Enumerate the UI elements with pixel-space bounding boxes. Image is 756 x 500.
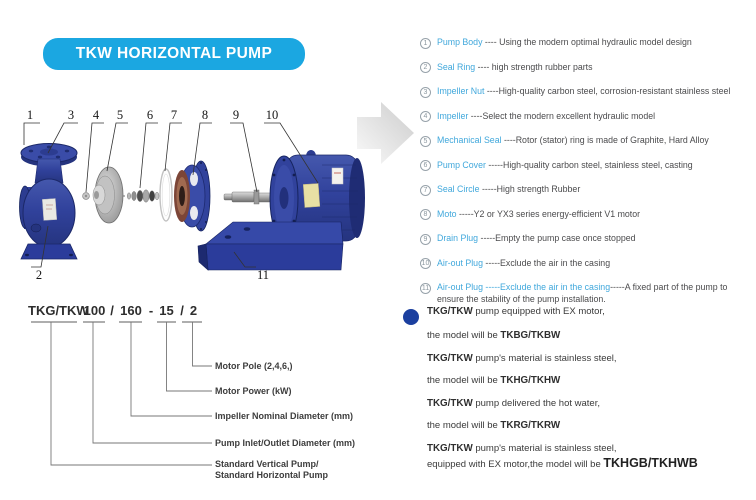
part-desc-highlight: -----Exclude the air in the casing	[482, 282, 611, 292]
item-number-badge: 3	[420, 87, 431, 98]
part-desc: ---- high strength rubber parts	[475, 61, 593, 72]
part-name: Air-out Plug	[437, 257, 483, 268]
label-inlet-outlet-diameter: Pump Inlet/Outlet Diameter (mm)	[215, 438, 356, 448]
list-item	[420, 209, 756, 221]
part-number-label: 7	[170, 108, 178, 122]
variant-line: the model will be TKRG/TKRW	[427, 420, 561, 431]
part-desc: ----Rotor (stator) ring is made of Graphite, Hard Alloy	[501, 135, 709, 145]
part-desc: ----High-quality carbon steel, corrosion-resistant stainless steel	[484, 86, 731, 96]
part-name: Pump Cover	[437, 159, 486, 170]
part-desc: ---- Using the modern optimal hydraulic model design	[482, 37, 692, 47]
list-item	[420, 86, 756, 98]
title-banner	[43, 38, 305, 70]
list-item	[420, 37, 756, 49]
part-desc: -----Empty the pump case once stopped	[478, 233, 636, 243]
pump-cover-art	[174, 161, 210, 231]
variant-line: TKG/TKW pump's material is stainless steel,	[427, 443, 617, 454]
label-impeller-diameter: Impeller Nominal Diameter (mm)	[215, 411, 354, 421]
seal-circle-art	[160, 169, 172, 221]
item-number-badge: 6	[420, 160, 431, 171]
part-name: Air-out Plug	[437, 282, 483, 292]
list-item	[420, 233, 756, 245]
item-number-badge: 11	[421, 284, 430, 292]
part-desc: -----High strength Rubber	[479, 184, 581, 194]
exploded-pump-diagram	[0, 95, 420, 295]
model-code-slash: /	[180, 303, 184, 318]
variant-line: the model will be TKHG/TKHW	[427, 375, 561, 386]
list-item	[420, 184, 756, 196]
part-desc: ----Select the modern excellent hydraulic model	[468, 110, 656, 121]
item-number-badge: 1	[420, 38, 431, 49]
part-number-label: 5	[116, 108, 124, 122]
model-code-impeller: 160	[120, 303, 142, 318]
label-motor-pole: Motor Pole (2,4,6,)	[215, 361, 293, 371]
part-name: Impeller	[437, 110, 469, 121]
part-name: Seal Ring	[437, 61, 476, 72]
list-item	[420, 160, 756, 172]
impeller-art	[83, 167, 123, 223]
list-item	[420, 258, 756, 270]
part-number-label: 2	[35, 268, 43, 282]
bullet-icon	[403, 309, 419, 325]
model-code-tree	[0, 300, 420, 495]
item-number-badge: 2	[420, 62, 431, 73]
variant-line: TKG/TKW pump delivered the hot water,	[427, 398, 600, 409]
part-number-label: 10	[265, 108, 279, 122]
item-number-badge: 8	[420, 209, 431, 220]
page-title: TKW HORIZONTAL PUMP	[75, 45, 273, 62]
variant-line: TKG/TKW pump's material is stainless steel,	[427, 353, 617, 364]
part-name: Pump Body	[437, 37, 483, 47]
model-code-slash: /	[110, 303, 114, 318]
pump-body-art	[20, 144, 78, 260]
item-number-badge: 10	[421, 260, 430, 267]
part-name: Seal Circle	[437, 184, 480, 194]
part-desc: -----Exclude the air in the casing	[482, 257, 611, 268]
model-code-pole: 2	[189, 303, 198, 318]
model-code-power: 15	[159, 303, 174, 318]
variant-line: the model will be TKBG/TKBW	[427, 330, 561, 341]
part-name: Drain Plug	[437, 233, 479, 243]
mechanical-seal-art	[120, 190, 159, 202]
part-name: Moto	[437, 208, 457, 219]
item-number-badge: 9	[420, 234, 431, 245]
list-item	[420, 282, 756, 305]
variant-line: equipped with EX motor,the model will be TKHGB/TKHWB	[427, 456, 698, 470]
part-number-label: 3	[67, 108, 75, 122]
label-standard-horizontal: Standard Horizontal Pump	[215, 470, 329, 480]
part-name: Impeller Nut	[437, 86, 485, 96]
model-code-inlet: 100	[83, 303, 106, 318]
part-number-label: 6	[146, 108, 154, 122]
right-arrow-icon	[357, 102, 414, 164]
part-desc: -----A fixed part of the pump to ensure the stability of the pump installation.	[437, 282, 728, 304]
part-desc: -----High-quality carbon steel, stainless steel, casting	[485, 159, 693, 170]
parts-list	[420, 37, 756, 318]
variants-block	[427, 306, 753, 471]
label-motor-power: Motor Power (kW)	[215, 386, 292, 396]
base-plate-art	[198, 222, 343, 270]
label-standard-vertical: Standard Vertical Pump/	[215, 459, 319, 469]
list-item	[420, 135, 756, 147]
part-number-label: 9	[232, 108, 240, 122]
item-number-badge: 5	[420, 136, 431, 147]
variant-line: TKG/TKW pump equipped with EX motor,	[427, 306, 605, 317]
part-number-label: 4	[92, 108, 100, 122]
part-number-label: 1	[26, 108, 34, 122]
part-name: Mechanical Seal	[437, 135, 502, 145]
model-code-dash: -	[148, 303, 154, 318]
item-number-badge: 7	[420, 185, 431, 196]
part-desc: -----Y2 or YX3 series energy-efficient V1 motor	[456, 208, 641, 219]
model-code-prefix: TKG/TKW	[28, 303, 89, 318]
list-item	[420, 62, 756, 74]
part-number-label: 11	[256, 268, 270, 282]
item-number-badge: 4	[420, 111, 431, 122]
list-item	[420, 111, 756, 123]
part-number-label: 8	[201, 108, 209, 122]
